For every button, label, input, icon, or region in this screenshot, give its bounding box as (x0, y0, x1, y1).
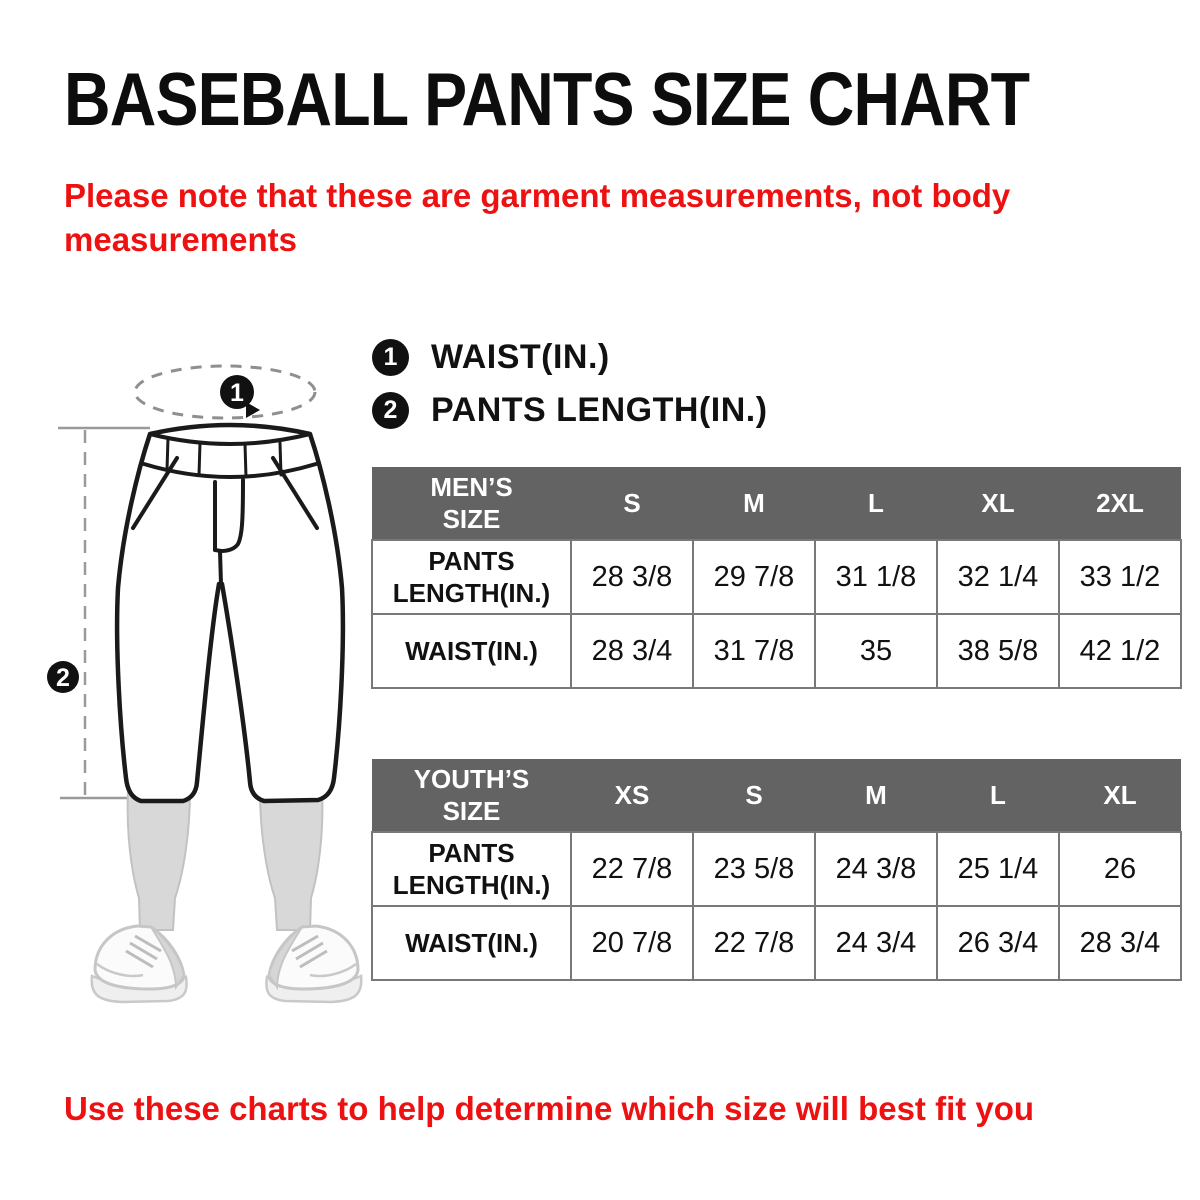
youth-col-s: S (693, 759, 815, 832)
legend-item-length (372, 391, 768, 430)
table-cell: 26 (1059, 832, 1181, 906)
youth-col-m: M (815, 759, 937, 832)
mens-col-2xl: 2XL (1059, 467, 1181, 540)
table-row (372, 832, 1181, 906)
table-row (372, 540, 1181, 614)
table-row (372, 614, 1181, 688)
table-cell: 28 3/4 (571, 614, 693, 688)
sock-left (128, 790, 190, 930)
length-number-icon: 2 (372, 392, 409, 429)
shoe-right (266, 926, 361, 1002)
table-cell: 28 3/4 (1059, 906, 1181, 980)
table-cell: 24 3/4 (815, 906, 937, 980)
garment-measurement-note: Please note that these are garment measurements, not body measurements (64, 177, 1011, 258)
table-cell: 26 3/4 (937, 906, 1059, 980)
table-cell: 24 3/8 (815, 832, 937, 906)
pants-outline (117, 425, 343, 801)
table-cell: 31 1/8 (815, 540, 937, 614)
youth-waist-label: WAIST(IN.) (372, 906, 571, 980)
table-cell: 31 7/8 (693, 614, 815, 688)
mens-waist-label: WAIST(IN.) (372, 614, 571, 688)
fit-advice-note: Use these charts to help determine which size will best fit you (64, 1090, 1035, 1127)
measurement-legend (372, 338, 768, 430)
table-cell: 22 7/8 (571, 832, 693, 906)
mens-col-m: M (693, 467, 815, 540)
mens-col-s: S (571, 467, 693, 540)
shoe-left (92, 926, 187, 1002)
youth-col-l: L (937, 759, 1059, 832)
legend-label-waist: WAIST(IN.) (431, 338, 610, 376)
youth-size-header: YOUTH’S SIZE (372, 759, 571, 832)
pants-diagram (40, 330, 380, 1030)
waist-badge-icon (220, 375, 254, 409)
table-cell: 22 7/8 (693, 906, 815, 980)
legend-item-waist (372, 338, 768, 377)
table-cell: 28 3/8 (571, 540, 693, 614)
table-row (372, 906, 1181, 980)
youth-header-row (372, 759, 1181, 832)
mens-size-table (371, 467, 1182, 689)
youth-pants-length-label: PANTS LENGTH(IN.) (372, 832, 571, 906)
mens-col-l: L (815, 467, 937, 540)
table-cell: 33 1/2 (1059, 540, 1181, 614)
length-badge-icon (47, 661, 79, 693)
svg-text:1: 1 (230, 379, 244, 407)
table-cell: 23 5/8 (693, 832, 815, 906)
sock-right (260, 790, 322, 930)
table-cell: 35 (815, 614, 937, 688)
table-cell: 20 7/8 (571, 906, 693, 980)
table-cell: 32 1/4 (937, 540, 1059, 614)
table-cell: 42 1/2 (1059, 614, 1181, 688)
youth-col-xl: XL (1059, 759, 1181, 832)
mens-header-row (372, 467, 1181, 540)
legend-label-length: PANTS LENGTH(IN.) (431, 391, 768, 429)
table-cell: 25 1/4 (937, 832, 1059, 906)
youth-size-table (371, 759, 1182, 981)
youth-col-xs: XS (571, 759, 693, 832)
waist-number-icon: 1 (372, 339, 409, 376)
mens-size-header: MEN’S SIZE (372, 467, 571, 540)
mens-pants-length-label: PANTS LENGTH(IN.) (372, 540, 571, 614)
table-cell: 38 5/8 (937, 614, 1059, 688)
mens-col-xl: XL (937, 467, 1059, 540)
page-title: BASEBALL PANTS SIZE CHART (64, 57, 1030, 141)
table-cell: 29 7/8 (693, 540, 815, 614)
svg-text:2: 2 (56, 664, 70, 692)
